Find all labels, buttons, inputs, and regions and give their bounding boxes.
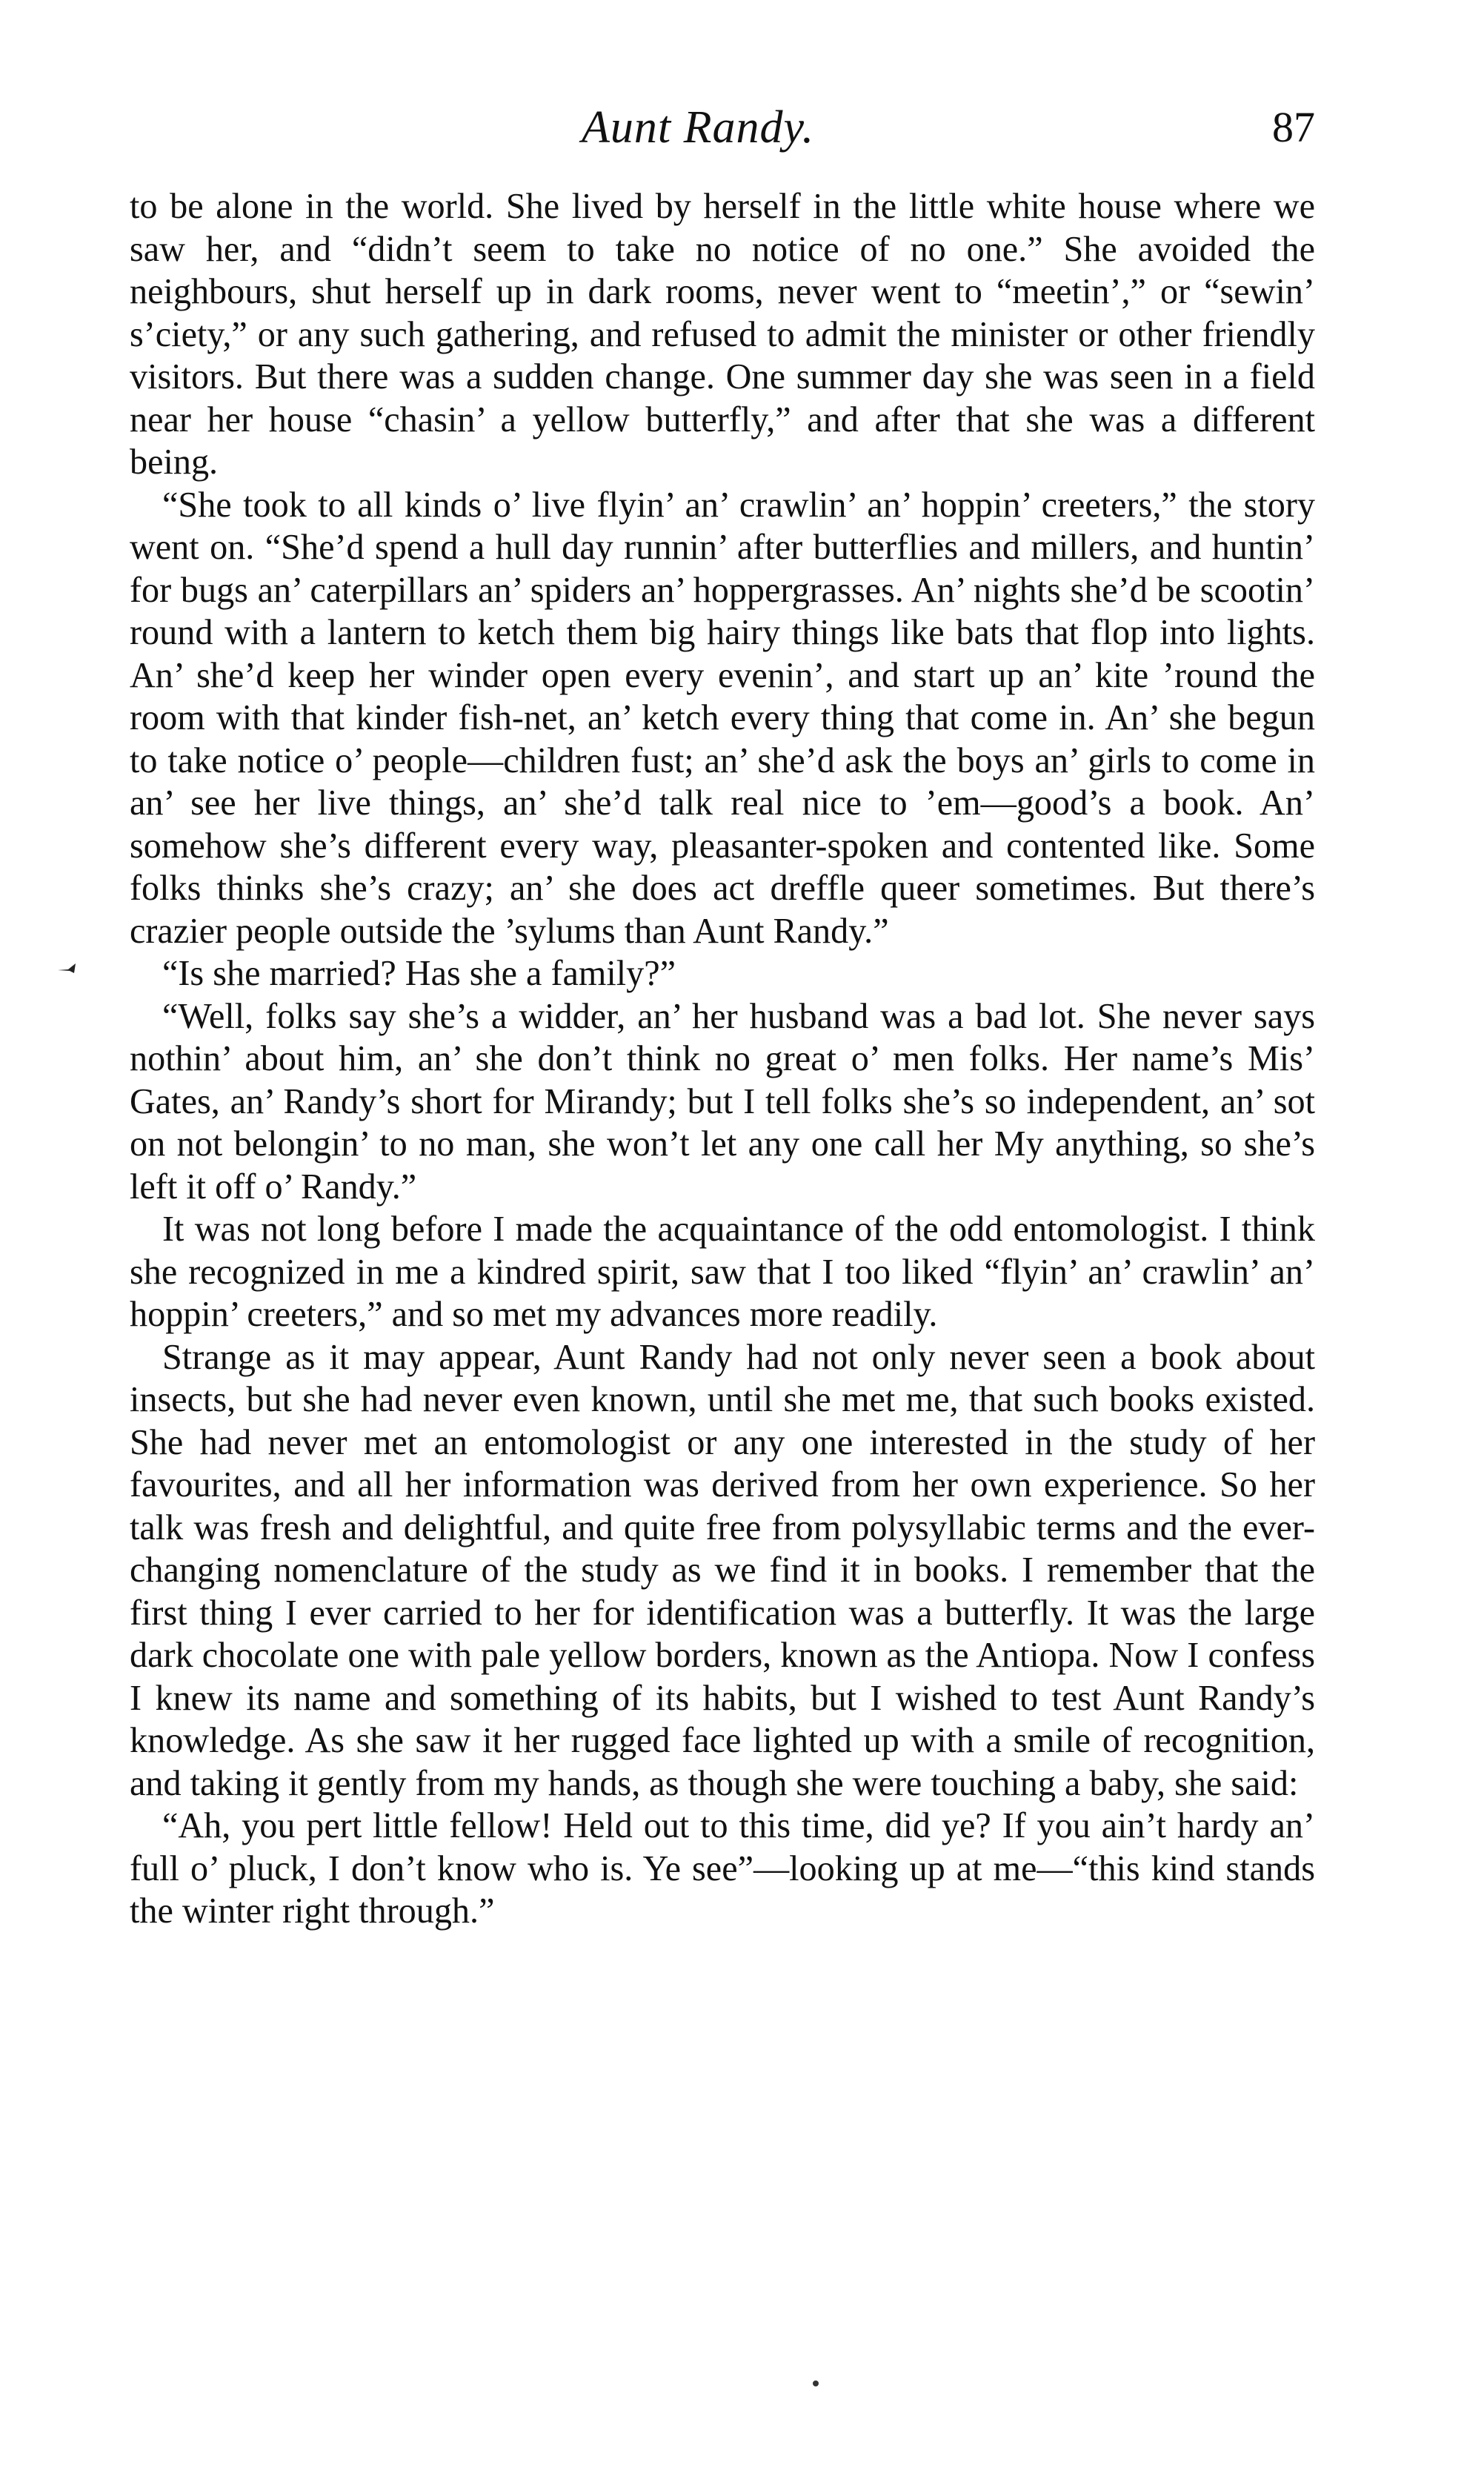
body-text	[130, 185, 1315, 1933]
running-title: Aunt Randy.	[582, 102, 815, 153]
paragraph: “Ah, you pert little fellow! Held out to this time, did ye? If you ain’t hardy an’ full o’ pluck, I don’t know who is. Ye see”—looking up at me—“this kind stands the winter right through.”	[130, 1806, 1315, 1931]
page-header	[130, 98, 1315, 157]
paragraph: Strange as it may appear, Aunt Randy had not only never seen a book about insects, but she had never even known, until she met me, that such books existed. She had never met an entomologist or any one interested in the study of her favourites, and all her information was derived from her own experience. So her talk was fresh and delightful, and quite free from polysyllabic terms and the ever-changing nomenclature of the study as we find it in books. I remember that the first thing I ever carried to her for identification was a butterfly. It was the large dark chocolate one with pale yellow borders, known as the Antiopa. Now I confess I knew its name and something of its habits, but I wished to test Aunt Randy’s knowledge. As she saw it her rugged face lighted up with a smile of recognition, and taking it gently from my hands, as though she were touching a baby, she said:	[130, 1337, 1315, 1803]
paragraph: “She took to all kinds o’ live flyin’ an’ crawlin’ an’ hoppin’ creeters,” the story went on. “She’d spend a hull day runnin’ after butterflies and millers, and huntin’ for bugs an’ caterpillars an’ spiders an’ hoppergrasses. An’ nights she’d be scootin’ round with a lantern to ketch them big hairy things like bats that flop into lights. An’ she’d keep her winder open every evenin’, and start up an’ kite ’round the room with that kinder fish-net, an’ ketch every thing that come in. An’ she begun to take notice o’ people—children fust; an’ she’d ask the boys an’ girls to come in an’ see her live things, an’ she’d talk real nice to ’em—good’s a book. An’ somehow she’s different every way, pleasanter-spoken and contented like. Some folks thinks she’s crazy; an’ she does act dreffle queer sometimes. But there’s crazier people outside the ’sylums than Aunt Randy.”	[130, 485, 1315, 951]
paragraph: “Is she married? Has she a family?”	[162, 954, 676, 993]
ink-speck	[813, 2381, 819, 2386]
paragraph: It was not long before I made the acquaintance of the odd entomologist. I think she recognized in me a kindred spirit, saw that I too liked “flyin’ an’ crawlin’ an’ hoppin’ creeters,” and so met my advances more readily.	[130, 1210, 1315, 1334]
page-number: 87	[1272, 103, 1315, 151]
paragraph: “Well, folks say she’s a widder, an’ her husband was a bad lot. She never says nothin’ about him, an’ she don’t think no great o’ men folks. Her name’s Mis’ Gates, an’ Randy’s short for Mirandy; but I tell folks she’s so independent, an’ sot on not belongin’ to no man, she won’t let any one call her My anything, so she’s left it off o’ Randy.”	[130, 996, 1315, 1207]
margin-mark-icon	[58, 963, 77, 974]
paragraph: to be alone in the world. She lived by herself in the little white house where we saw her, and “didn’t seem to take no notice of no one.” She avoided the neighbours, shut herself up in dark rooms, never went to “meetin’,” or “sewin’ s’ciety,” or any such gathering, and refused to admit the minister or other friendly visitors. But there was a sudden change. One summer day she was seen in a field near her house “chasin’ a yellow butterfly,” and after that she was a different being.	[130, 187, 1315, 482]
